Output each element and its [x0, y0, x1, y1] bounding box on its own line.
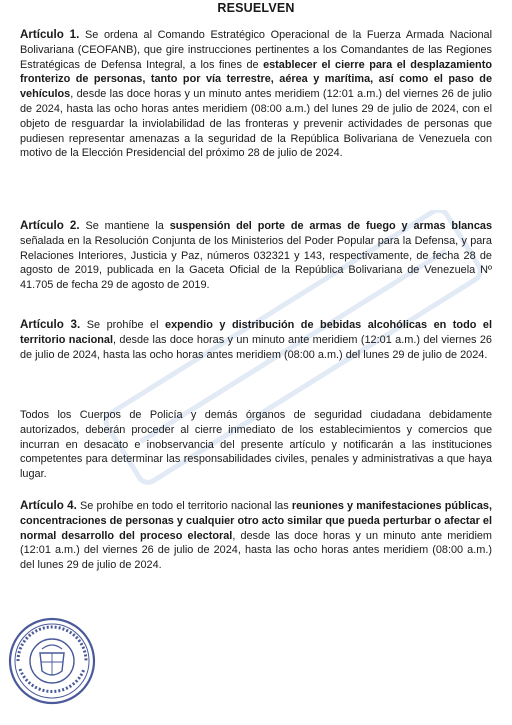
article-4 — [20, 499, 492, 573]
article-4-bold: reuniones y manifestaciones públicas, concentraciones de personas y cualquier otro acto similar que pueda perturbar o afectar el normal desarrollo del proceso electoral — [20, 500, 492, 542]
article-3-text: Se prohíbe el — [80, 319, 166, 331]
article-4-label: Artículo 4. — [20, 499, 77, 512]
article-2 — [20, 219, 492, 293]
article-3-paragraph-2-text: Todos los Cuerpos de Policía y demás órganos de seguridad ciudadana debidamente autorizados, deberán proceder al cierre inmediato de los establecimientos y comercios que incurran en desacato e inobservancia del presente artículo y notificarán a las instituciones competentes para determinar las responsabilidades civiles, penales y administrativas a que haya lugar. — [20, 409, 492, 481]
article-3-label: Artículo 3. — [20, 318, 81, 331]
article-4-text-end: , desde las doce horas y un minuto ante meridiem (12:01 a.m.) del viernes 26 de julio de 2024, hasta las ocho horas antes meridiem (08:00 a.m.) del lunes 29 de julio de 2024. — [20, 529, 493, 572]
article-3-bold: expendio y distribución de bebidas alcohólicas en todo el territorio nacional — [20, 319, 492, 346]
article-1-text-end: , desde las doce horas y un minuto antes meridiem (12:01 a.m.) del viernes 26 de julio de 2024, hasta las ocho horas antes meridiem (08:00 a.m.) del lunes 29 de julio de 2024, con el objeto de resguardar la inviolabilidad de las fronteras y prevenir actividades de personas que pudiesen representar amenazas a la seguridad de la República Bolivariana de Venezuela con motivo de la Elección Presidencial del próximo 28 de julio de 2024. — [20, 88, 492, 160]
article-1-bold: establecer el cierre para el desplazamiento fronterizo de personas, tanto por vía terrestre, aérea y marítima, así como el paso de vehículos — [20, 58, 492, 101]
page-title: RESUELVEN — [217, 1, 295, 15]
article-3 — [20, 318, 492, 362]
official-seal-icon — [6, 615, 98, 707]
article-3-paragraph-2 — [20, 408, 492, 482]
article-2-text-end: señalada en la Resolución Conjunta de los Ministerios del Poder Popular para la Defensa, y para Relaciones Interiores, Justicia y Paz, números 032321 y 143, respectivamente, de fecha 28 de agosto de 2019, publicada en la Gaceta Oficial de la República Bolivariana de Venezuela Nº 41.705 de fecha 29 de agosto de 2019. — [20, 234, 492, 292]
article-2-label: Artículo 2. — [20, 219, 80, 232]
article-1-label: Artículo 1. — [20, 28, 80, 41]
article-3-text-end: , desde las doce horas y un minuto ante meridiem (12:01 a.m.) del viernes 26 de julio de 2024, hasta las ocho horas antes meridiem (08:00 a.m.) del lunes 29 de julio de 2024. — [20, 333, 492, 361]
article-1-text: Se ordena al Comando Estratégico Operacional de la Fuerza Armada Nacional Bolivariana (CEOFANB), que gire instrucciones pertinentes a los Comandantes de las Regiones Estratégicas de Defensa Integral, a los fines de — [20, 29, 492, 71]
article-4-text: Se prohíbe en todo el territorio nacional las — [76, 500, 292, 512]
article-2-text: Se mantiene la — [79, 220, 170, 232]
article-2-bold: suspensión del porte de armas de fuego y armas blancas — [169, 220, 492, 232]
article-1 — [20, 28, 492, 161]
